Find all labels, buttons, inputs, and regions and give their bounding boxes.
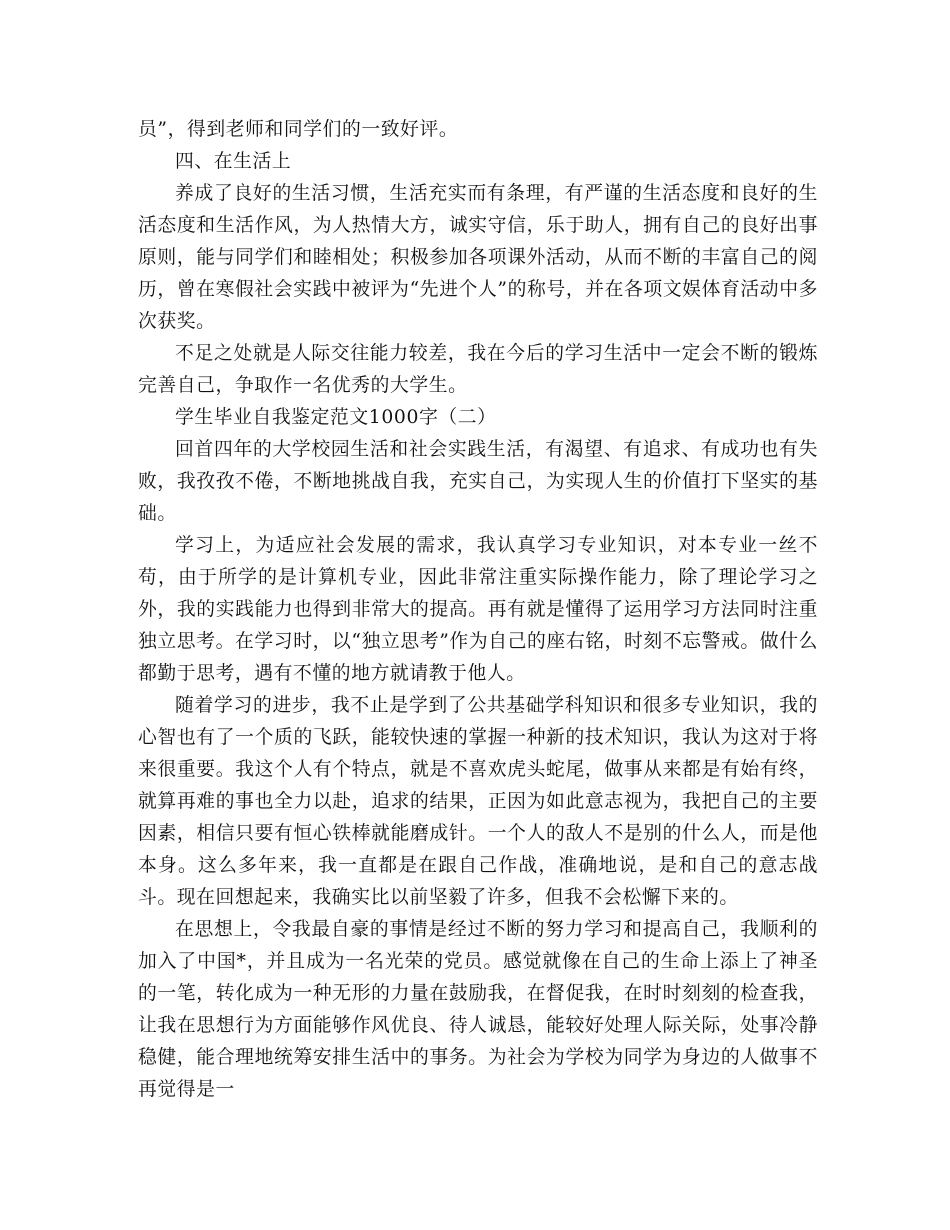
paragraph-continuation: 员”，得到老师和同学们的一致好评。 — [138, 119, 459, 140]
paragraph-thought: 在思想上，令我最自豪的事情是经过不断的努力学习和提高自己，我顺利的加入了中国*，并且成为一名光荣的党员。感觉就像在自己的生命上添上了神圣的一笔，转化成为一种无形的力量在鼓励我，在督促我，在时时刻刻的检查我，让我在思想行为方面能够作风优良、待人诚恳，能较好处理人际关际，处事冷静稳健，能合理地统筹安排生活中的事务。为社会为学校为同学为身边的人做事不再觉得是一 — [138, 919, 818, 1100]
document-body — [138, 114, 818, 1106]
paragraph-study: 学习上，为适应社会发展的需求，我认真学习专业知识，对本专业一丝不苟，由于所学的是计算机专业，因此非常注重实际操作能力，除了理论学习之外，我的实践能力也得到非常大的提高。再有就是懂得了运用学习方法同时注重独立思考。在学习时，以“独立思考”作为自己的座右铭，时刻不忘警戒。做什么都勤于思考，遇有不懂的地方就请教于他人。 — [138, 535, 818, 684]
paragraph-life-habits: 养成了良好的生活习惯，生活充实而有条理，有严谨的生活态度和良好的生活态度和生活作风，为人热情大方，诚实守信，乐于助人，拥有自己的良好出事原则，能与同学们和睦相处；积极参加各项课外活动，从而不断的丰富自己的阅历，曾在寒假社会实践中被评为“先进个人”的称号，并在各项文娱体育活动中多次获奖。 — [138, 183, 818, 332]
paragraph-shortcomings: 不足之处就是人际交往能力较差，我在今后的学习生活中一定会不断的锻炼完善自己，争取作一名优秀的大学生。 — [138, 343, 818, 396]
essay-title-part-two: 学生毕业自我鉴定范文1000字（二） — [175, 407, 497, 428]
section-heading-life: 四、在生活上 — [175, 151, 292, 172]
paragraph-review: 回首四年的大学校园生活和社会实践生活，有渴望、有追求、有成功也有失败，我孜孜不倦，不断地挑战自我，充实自己，为实现人生的价值打下坚实的基础。 — [138, 439, 818, 524]
paragraph-progress: 随着学习的进步，我不止是学到了公共基础学科知识和很多专业知识，我的心智也有了一个质的飞跃，能较快速的掌握一种新的技术知识，我认为这对于将来很重要。我这个人有个特点，就是不喜欢虎头蛇尾，做事从来都是有始有终，就算再难的事也全力以赴，追求的结果，正因为如此意志视为，我把自己的主要因素，相信只要有恒心铁棒就能磨成针。一个人的敌人不是别的什么人，而是他本身。这么多年来，我一直都是在跟自己作战，准确地说，是和自己的意志战斗。现在回想起来，我确实比以前坚毅了许多，但我不会松懈下来的。 — [138, 695, 818, 908]
